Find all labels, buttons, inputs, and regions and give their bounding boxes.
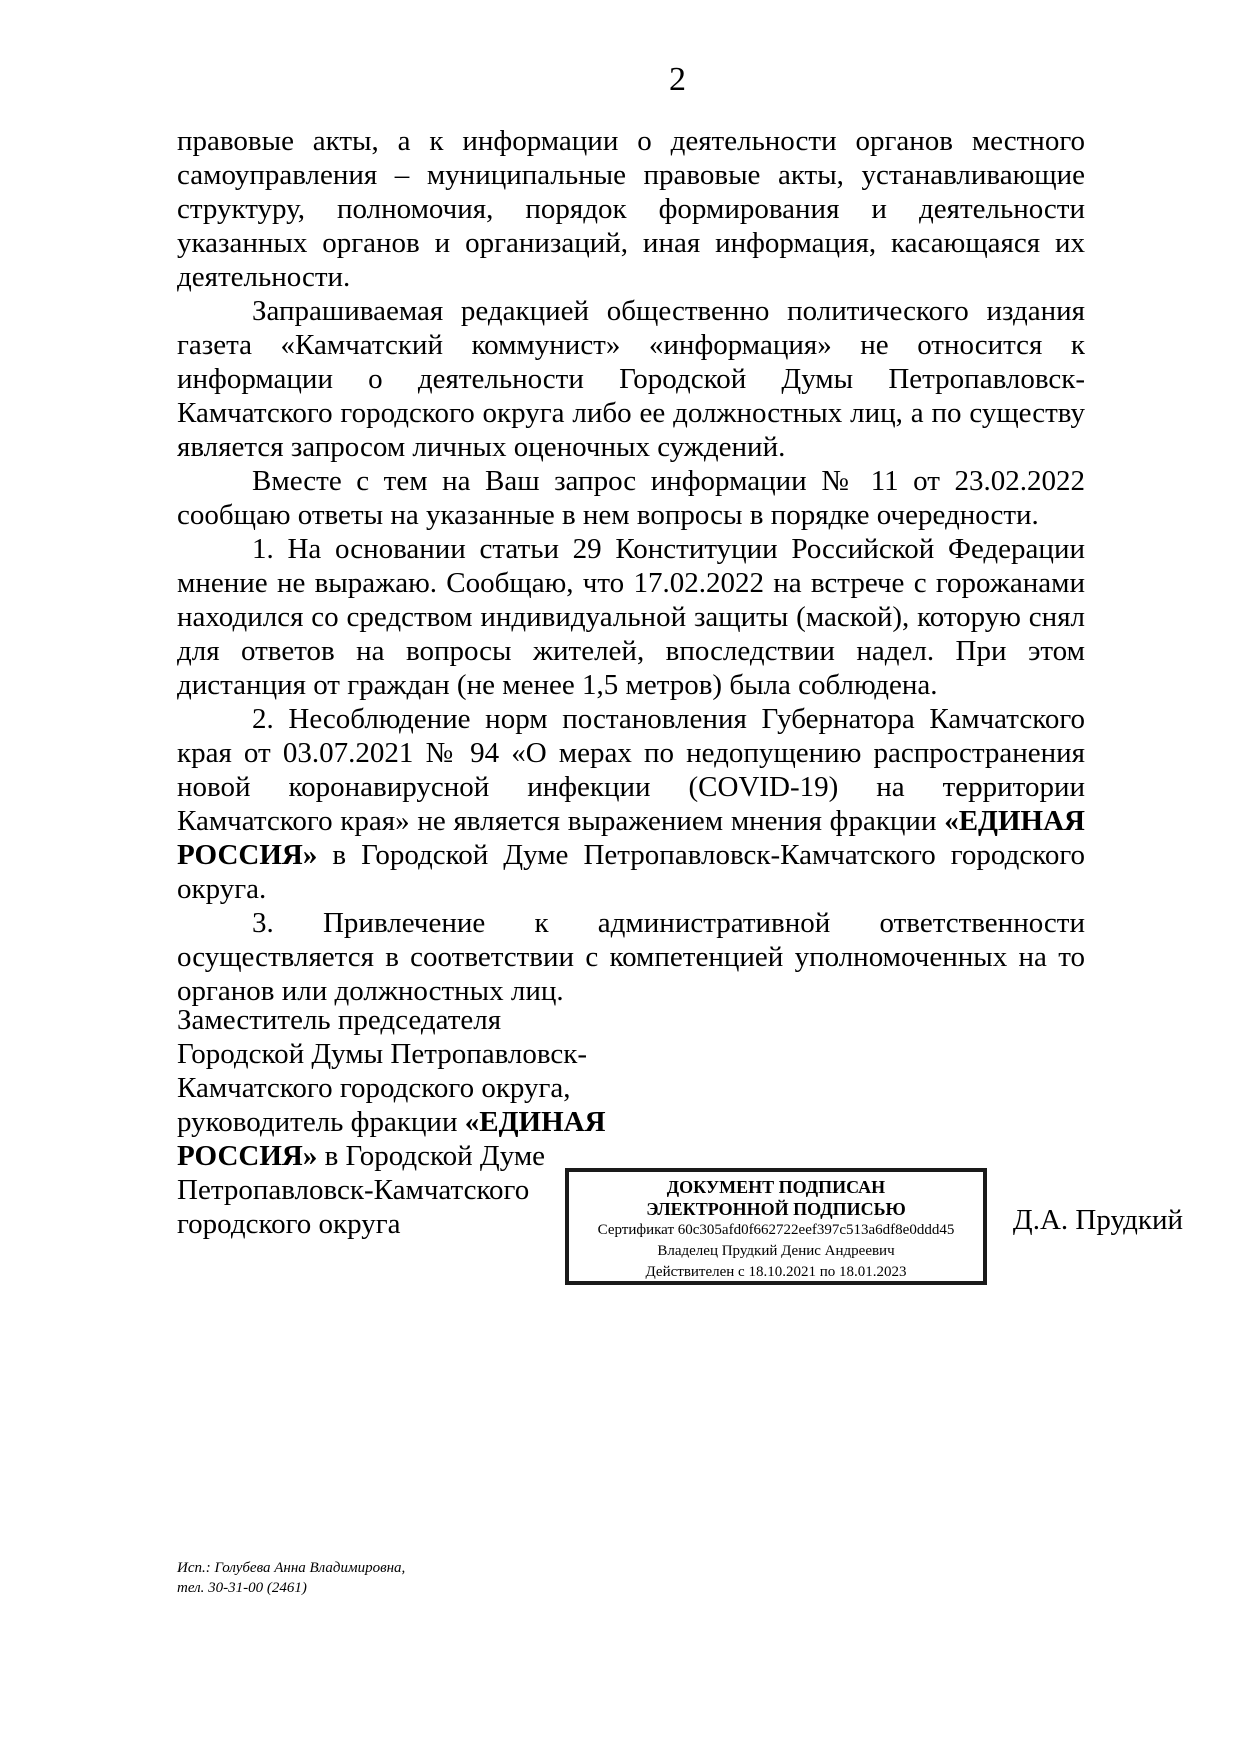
text-run: Запрашиваемая редакцией общественно политического издания газета «Камчатский коммунист» «информация» не относится к информации о деятельности Городской Думы Петропавловск-Камчатского городского округа либо ее должностных лиц, а по существу является запросом личных оценочных суждений. [177, 295, 1085, 463]
text-run: руководитель фракции [177, 1106, 465, 1138]
executor-name-line: Исп.: Голубева Анна Владимировна, [177, 1560, 406, 1576]
signature-block-line [177, 1105, 607, 1139]
body-paragraph [177, 702, 1085, 906]
signature-block-line [177, 1207, 607, 1241]
body-paragraph [177, 532, 1085, 702]
text-run: Вместе с тем на Ваш запрос информации № 11 от 23.02.2022 сообщаю ответы на указанные в нем вопросы в порядке очередности. [177, 465, 1085, 531]
body-paragraph [177, 124, 1085, 294]
signature-block-line [177, 1003, 607, 1037]
body-paragraph [177, 294, 1085, 464]
signature-block-line [177, 1139, 607, 1173]
body-paragraph [177, 464, 1085, 532]
text-run: Петропавловск-Камчатского [177, 1174, 530, 1206]
bold-text-run: РОССИЯ» [177, 1140, 318, 1172]
signature-block [177, 1003, 607, 1241]
text-run: Городской Думы Петропавловск- [177, 1038, 588, 1070]
signature-block-line [177, 1071, 607, 1105]
text-run: правовые акты, а к информации о деятельности органов местного самоуправления – муниципальные правовые акты, устанавливающие структуру, полномочия, порядок формирования и деятельности указанных органов и организаций, иная информация, касающаяся их деятельности. [177, 125, 1085, 293]
executor-phone-line: тел. 30-31-00 (2461) [177, 1580, 307, 1596]
text-run: городского округа [177, 1208, 401, 1240]
text-run: Камчатского городского округа, [177, 1072, 571, 1104]
stamp-certificate: Сертификат 60c305afd0f662722eef397c513a6df8e0ddd45 [597, 1222, 955, 1238]
bold-text-run: «ЕДИНАЯ РОССИЯ» [177, 805, 1085, 871]
stamp-validity: Действителен с 18.10.2021 по 18.01.2023 [645, 1264, 907, 1280]
signature-block-line [177, 1037, 607, 1071]
electronic-signature-stamp [565, 1168, 987, 1285]
body-paragraph [177, 906, 1085, 1008]
text-run: Заместитель председателя [177, 1004, 502, 1036]
page-number: 2 [669, 61, 686, 98]
executor-note [177, 1558, 405, 1598]
stamp-title-line2: ЭЛЕКТРОННОЙ ПОДПИСЬЮ [646, 1199, 906, 1219]
signer-name: Д.А. Прудкий [1012, 1204, 1183, 1236]
stamp-owner: Владелец Прудкий Денис Андреевич [657, 1243, 895, 1259]
text-run: 3. Привлечение к административной ответственности осуществляется в соответствии с компетенцией уполномоченных на то органов или должностных лиц. [177, 907, 1085, 1007]
text-run: в Городской Думе [317, 1140, 546, 1172]
text-run: 2. Несоблюдение норм постановления Губернатора Камчатского края от 03.07.2021 № 94 «О мерах по недопущению распространения новой коронавирусной инфекции (COVID-19) на территории Камчатского края» не является выражением мнения фракции [177, 703, 1085, 837]
text-run: в Городской Думе Петропавловск-Камчатского городского округа. [177, 839, 1085, 905]
signature-block-line [177, 1173, 607, 1207]
body-text [177, 124, 1085, 1008]
text-run: 1. На основании статьи 29 Конституции Российской Федерации мнение не выражаю. Сообщаю, что 17.02.2022 на встрече с горожанами находился со средством индивидуальной защиты (маской), которую снял для ответов на вопросы жителей, впоследствии надел. При этом дистанция от граждан (не менее 1,5 метров) была соблюдена. [177, 533, 1085, 701]
bold-text-run: «ЕДИНАЯ [464, 1106, 606, 1138]
stamp-title-line1: ДОКУМЕНТ ПОДПИСАН [666, 1177, 886, 1197]
